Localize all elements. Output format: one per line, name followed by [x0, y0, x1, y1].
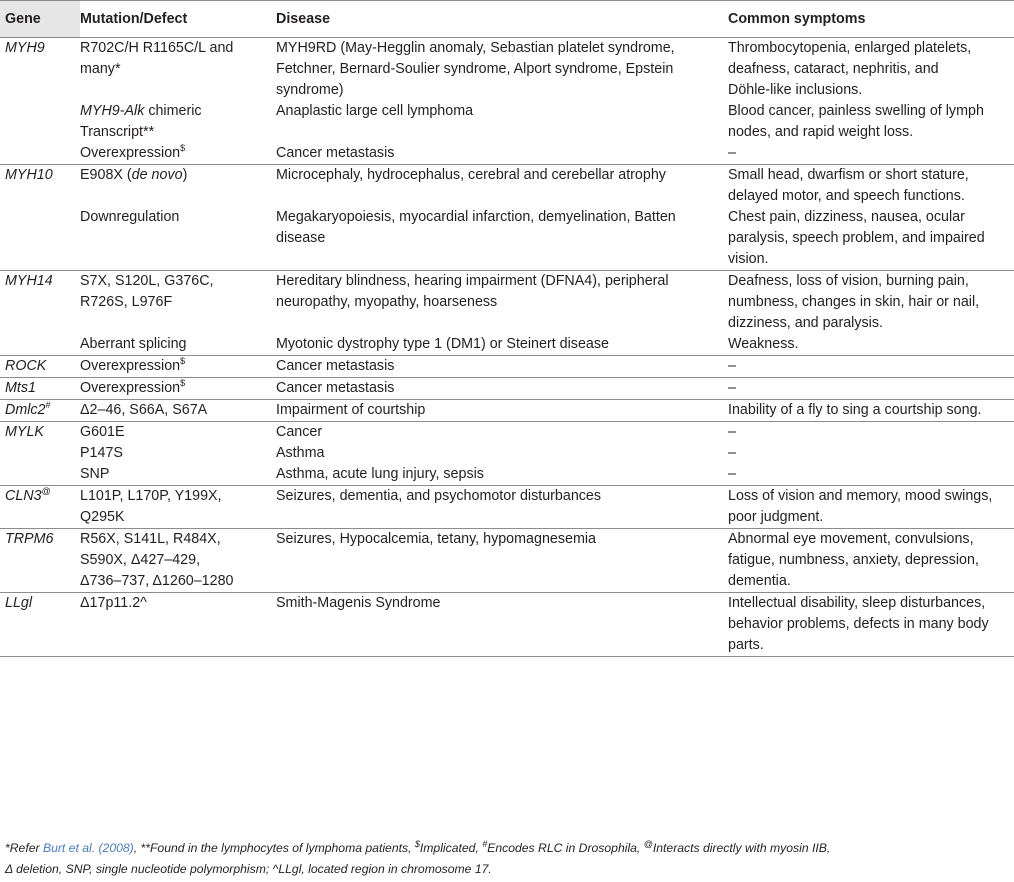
mutation-text: MYH9-Alk	[80, 103, 145, 119]
mutation-text: chimeric Transcript**	[80, 103, 202, 140]
mutation-text: Downregulation	[80, 209, 180, 225]
header-disease: Disease	[276, 1, 728, 38]
gene-group	[0, 378, 1014, 400]
mutation-text: R56X, S141L, R484X, S590X, Δ427–429, Δ736–737, Δ1260–1280	[80, 531, 234, 589]
footnote-text: , **Found in the lymphocytes of lymphoma patients,	[133, 841, 415, 855]
mutation-text: Δ2–46, S66A, S67A	[80, 402, 208, 418]
gene-cell	[0, 334, 80, 356]
gene-cell	[0, 486, 80, 529]
gene-group	[0, 356, 1014, 378]
mutation-cell	[80, 38, 276, 102]
gene-group	[0, 422, 1014, 486]
footnote-text: Implicated,	[419, 841, 483, 855]
gene-footnote-symbol: #	[45, 400, 51, 411]
symptoms-cell: Chest pain, dizziness, nausea, ocular paralysis, speech problem, and impaired vision.	[728, 207, 1014, 271]
mutation-text: G601E	[80, 424, 125, 440]
footnote-symbol: #	[482, 838, 488, 849]
mutation-footnote-symbol: $	[180, 356, 186, 367]
mutation-cell	[80, 143, 276, 165]
gene-cell	[0, 207, 80, 271]
mutation-text: Overexpression	[80, 145, 181, 161]
mutation-footnote-symbol: $	[180, 143, 186, 154]
footnote-line-2: Δ deletion, SNP, single nucleotide polymorphism; ^LLgl, located region in chromosome 17.	[5, 862, 492, 876]
symptoms-cell: –	[728, 356, 1014, 378]
table-row	[0, 271, 1014, 335]
footnote-text: Encodes RLC in Drosophila,	[487, 841, 644, 855]
disease-cell: Cancer metastasis	[276, 356, 728, 378]
mutation-cell	[80, 356, 276, 378]
gene-cell	[0, 443, 80, 464]
mutation-text: Δ17p11.2^	[80, 595, 147, 611]
gene-name: CLN3	[5, 488, 42, 504]
mutation-text: Overexpression	[80, 358, 181, 374]
disease-cell: Seizures, Hypocalcemia, tetany, hypomagnesemia	[276, 529, 728, 593]
mutation-text: SNP	[80, 466, 110, 482]
footnote-symbol: @	[643, 838, 653, 849]
disease-cell: MYH9RD (May-Hegglin anomaly, Sebastian platelet syndrome, Fetchner, Bernard-Soulier syndrome, Alport syndrome, Epstein syndrome)	[276, 40, 675, 98]
mutation-text: S7X, S120L, G376C, R726S, L976F	[80, 273, 214, 310]
gene-name: ROCK	[5, 358, 47, 374]
citation-link[interactable]: Burt et al. (2008)	[42, 841, 134, 855]
footnote-text: Interacts directly with myosin IIB,	[652, 841, 831, 855]
header-symptoms: Common symptoms	[728, 1, 1014, 38]
gene-group	[0, 486, 1014, 529]
gene-cell	[0, 38, 80, 102]
disease-cell: Smith-Magenis Syndrome	[276, 593, 728, 657]
gene-group	[0, 165, 1014, 271]
symptoms-cell: –	[728, 424, 736, 440]
mutation-text: R702C/H R1165C/L and many*	[80, 40, 234, 77]
disease-cell: Cancer metastasis	[276, 143, 728, 165]
disease-cell: Asthma, acute lung injury, sepsis	[276, 464, 728, 486]
symptoms-cell: –	[728, 378, 1014, 400]
gene-name: MYH14	[5, 273, 53, 289]
mutation-cell	[80, 271, 276, 335]
gene-name: MYLK	[5, 424, 44, 440]
symptoms-cell: Thrombocytopenia, enlarged platelets, deafness, cataract, nephritis, and Döhle-like inclusions.	[728, 40, 972, 98]
symptoms-cell: –	[728, 445, 736, 461]
table-row	[0, 593, 1014, 657]
disease-cell: Cancer metastasis	[276, 378, 728, 400]
table-row	[0, 101, 1014, 143]
table-row	[0, 486, 1014, 529]
mutation-cell	[80, 529, 276, 593]
gene-cell	[0, 464, 80, 486]
gene-name: TRPM6	[5, 531, 54, 547]
mutation-text: E908X (	[80, 167, 132, 183]
table-row	[0, 207, 1014, 271]
gene-group	[0, 271, 1014, 356]
mutation-cell	[80, 464, 276, 486]
gene-name: Dmlc2	[5, 402, 46, 418]
gene-footnote-symbol: @	[41, 486, 51, 497]
table-header-row	[0, 1, 1014, 38]
table-row	[0, 165, 1014, 208]
mutation-text: L101P, L170P, Y199X, Q295K	[80, 488, 222, 525]
table-row	[0, 143, 1014, 165]
disease-cell: Hereditary blindness, hearing impairment (DFNA4), peripheral neuropathy, myopathy, hoarseness	[276, 273, 669, 310]
table-row	[0, 334, 1014, 356]
gene-cell	[0, 422, 80, 444]
mutation-cell	[80, 207, 276, 271]
mutation-cell	[80, 422, 276, 444]
mutation-cell	[80, 443, 276, 464]
gene-cell	[0, 356, 80, 378]
symptoms-cell: Small head, dwarfism or short stature, delayed motor, and speech functions.	[728, 167, 969, 204]
symptoms-cell: Deafness, loss of vision, burning pain, numbness, changes in skin, hair or nail, dizziness, and paralysis.	[728, 273, 980, 331]
disease-cell: Megakaryopoiesis, myocardial infarction, demyelination, Batten disease	[276, 207, 728, 271]
mutation-cell	[80, 593, 276, 657]
table-row	[0, 464, 1014, 486]
mutation-text: Overexpression	[80, 380, 181, 396]
gene-name: MYH9	[5, 40, 45, 56]
mutation-cell	[80, 400, 276, 422]
gene-cell	[0, 378, 80, 400]
table-row	[0, 443, 1014, 464]
mutation-cell	[80, 334, 276, 356]
symptoms-cell: Loss of vision and memory, mood swings, poor judgment.	[728, 486, 1014, 529]
table-row	[0, 356, 1014, 378]
disease-cell: Cancer	[276, 424, 323, 440]
footnote-text: *Refer	[5, 841, 43, 855]
symptoms-cell: –	[728, 464, 1014, 486]
mutation-text: Aberrant splicing	[80, 336, 187, 352]
gene-cell	[0, 593, 80, 657]
gene-group	[0, 38, 1014, 165]
gene-name: LLgl	[5, 595, 33, 611]
mutation-cell	[80, 101, 276, 143]
disease-cell: Anaplastic large cell lymphoma	[276, 103, 474, 119]
symptoms-cell: Blood cancer, painless swelling of lymph nodes, and rapid weight loss.	[728, 103, 984, 140]
gene-cell	[0, 165, 80, 208]
table-row	[0, 529, 1014, 593]
table-footnote	[5, 838, 1009, 880]
mutation-cell	[80, 486, 276, 529]
gene-group	[0, 400, 1014, 422]
symptoms-cell: –	[728, 143, 1014, 165]
footnote-line-1	[5, 838, 1009, 859]
table-row	[0, 400, 1014, 422]
gene-cell	[0, 400, 80, 422]
table-row	[0, 378, 1014, 400]
mutation-footnote-symbol: $	[180, 378, 186, 389]
mutation-cell	[80, 165, 276, 208]
disease-cell: Microcephaly, hydrocephalus, cerebral and cerebellar atrophy	[276, 167, 666, 183]
gene-cell	[0, 143, 80, 165]
symptoms-cell: Intellectual disability, sleep disturbances, behavior problems, defects in many body parts.	[728, 593, 1014, 657]
table-row	[0, 422, 1014, 444]
gene-name: Mts1	[5, 380, 36, 396]
gene-name: MYH10	[5, 167, 53, 183]
mutation-text: de novo	[131, 167, 183, 183]
disease-cell: Asthma	[276, 445, 325, 461]
gene-cell	[0, 101, 80, 143]
table-row	[0, 38, 1014, 102]
footnote-symbol: $	[414, 838, 420, 849]
header-gene: Gene	[0, 1, 80, 38]
gene-cell	[0, 271, 80, 335]
gene-group	[0, 529, 1014, 593]
disease-cell: Myotonic dystrophy type 1 (DM1) or Steinert disease	[276, 334, 728, 356]
symptoms-cell: Abnormal eye movement, convulsions, fatigue, numbness, anxiety, depression, dementia.	[728, 529, 1014, 593]
symptoms-cell: Weakness.	[728, 334, 1014, 356]
disease-cell: Seizures, dementia, and psychomotor disturbances	[276, 486, 728, 529]
mutation-cell	[80, 378, 276, 400]
header-mutation: Mutation/Defect	[80, 1, 276, 38]
gene-group	[0, 593, 1014, 657]
symptoms-cell: Inability of a fly to sing a courtship song.	[728, 400, 1014, 422]
mutation-text: P147S	[80, 445, 123, 461]
disease-cell: Impairment of courtship	[276, 400, 728, 422]
mutation-text: )	[182, 167, 188, 183]
gene-cell	[0, 529, 80, 593]
